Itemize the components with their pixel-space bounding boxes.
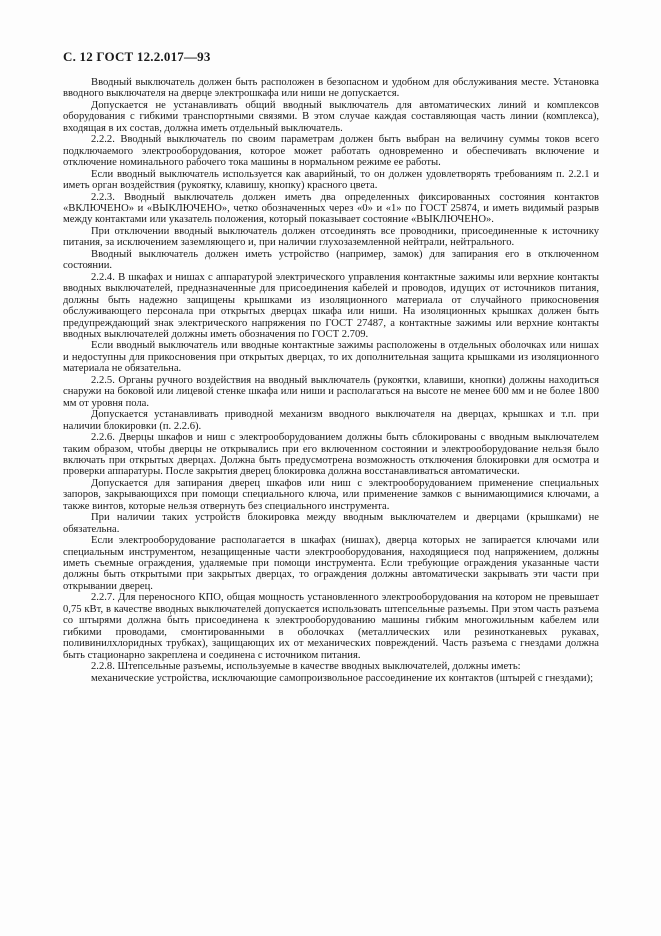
paragraph: 2.2.5. Органы ручного воздействия на вводный выключатель (рукоятки, клавиши, кнопки) должны находиться снаружи на боковой или лицевой стенке шкафа или ниши и располагаться на высоте не менее 600 мм и не более 1800 мм от уровня пола.: [63, 374, 599, 409]
paragraph: 2.2.8. Штепсельные разъемы, используемые в качестве вводных выключателей, должны иметь:: [91, 661, 521, 673]
paragraph: 2.2.4. В шкафах и нишах с аппаратурой электрического управления контактные зажимы или верхние контакты вводных выключателей, предназначенные для присоединения кабелей и проводов, идущих от источников питания, должны быть надежно защищены крышками из изоляционного материала от случайного прикосновения обслуживающего персонала при открытых дверцах шкафа или ниши. На изоляционных крышках должен быть предупреждающий знак электрического напряжения по ГОСТ 27487, а контактные зажимы или верхние контакты вводных выключателей должны иметь обозначения по ГОСТ 2.709.: [63, 271, 599, 340]
paragraph: Вводный выключатель должен быть расположен в безопасном и удобном для обслуживания месте. Установка вводного выключателя на дверце электрошкафа или ниши не допускается.: [63, 77, 599, 100]
paragraph: Если вводный выключатель или вводные контактные зажимы расположены в отдельных оболочках или нишах и недоступны для прикосновения при открытых дверцах, то их дополнительная защита крышками из изоляционного материала не обязательна.: [63, 340, 599, 375]
document-body: [63, 77, 599, 684]
paragraph: Допускается устанавливать приводной механизм вводного выключателя на дверцах, крышках и т.п. при наличии блокировки (п. 2.2.6).: [63, 409, 599, 432]
page-header: С. 12 ГОСТ 12.2.017—93: [63, 49, 211, 64]
paragraph: 2.2.6. Дверцы шкафов и ниш с электрооборудованием должны быть сблокированы с вводным выключателем таким образом, чтобы дверцы не открывались при его включенном состоянии и электрооборудование нельзя было включать при открытых дверцах. Должна быть предусмотрена возможность отключения блокировки для осмотра и проверки аппаратуры. После закрытия дверец блокировка должна восстанавливаться автоматически.: [63, 432, 599, 478]
paragraph: При отключении вводный выключатель должен отсоединять все проводники, присоединенные к источнику питания, за исключением заземляющего и, при наличии глухозаземленной нейтрали, нейтрального.: [63, 225, 599, 249]
paragraph: Если электрооборудование располагается в шкафах (нишах), дверца которых не запирается ключами или специальным инструментом, незащищенные части электрооборудования, находящиеся под напряжением, должны иметь съемные ограждения, удаляемые при помощи инструмента. Если требующие ограждения указанные части должны быть открытыми при закрытых дверцах, то ограждения должны автоматически закрывать эти части при открывании дверец.: [63, 535, 599, 592]
paragraph: Допускается не устанавливать общий вводный выключатель для автоматических линий и комплексов оборудования с гибкими транспортными связями. В этом случае каждая составляющая часть линии (комплекса), входящая в их состав, должна иметь отдельный выключатель.: [63, 99, 599, 134]
paragraph: механические устройства, исключающие самопроизвольное рассоединение их контактов (штырей с гнездами);: [91, 672, 594, 684]
paragraph: 2.2.2. Вводный выключатель по своим параметрам должен быть выбран на величину суммы токов всего подключаемого электрооборудования, которое может работать одновременно и обеспечивать включение и отключение номинального рабочего тока машины в нормальном режиме ее работы.: [63, 134, 599, 169]
paragraph: Вводный выключатель должен иметь устройство (например, замок) для запирания его в отключенном состоянии.: [63, 248, 599, 272]
paragraph: Если вводный выключатель используется как аварийный, то он должен удовлетворять требованиям п. 2.2.1 и иметь орган воздействия (рукоятку, клавишу, кнопку) красного цвета.: [63, 168, 599, 192]
paragraph: 2.2.7. Для переносного КПО, общая мощность установленного электрооборудования на котором не превышает 0,75 кВт, в качестве вводных выключателей допускается использовать штепсельные разъемы. При этом часть разъема со штырями должна быть присоединена к электрооборудованию машины гибким многожильным кабелем или гибкими проводами, смонтированными в оболочках (металлических или резинотканевых рукавах, поливинилхлоридных трубках), защищающих их от механических повреждений. Часть разъема с гнездами должна быть стационарно закреплена и соединена с источником питания.: [63, 592, 599, 661]
paragraph: 2.2.3. Вводный выключатель должен иметь два определенных фиксированных состояния контактов «ВКЛЮЧЕНО» и «ВЫКЛЮЧЕНО», четко обозначенных через «0» и «1» по ГОСТ 25874, и иметь видимый разрыв между контактами или указатель положения, который показывает состояние «ВЫКЛЮЧЕНО».: [63, 191, 599, 226]
paragraph: Допускается для запирания дверец шкафов или ниш с электрооборудованием применение специальных запоров, закрывающихся при помощи специального ключа, или применение замков с вынимающимися ключами, а также винтов, которые нельзя отвернуть без специального инструмента.: [63, 477, 599, 512]
paragraph: При наличии таких устройств блокировка между вводным выключателем и дверцами (крышками) не обязательна.: [63, 512, 599, 535]
